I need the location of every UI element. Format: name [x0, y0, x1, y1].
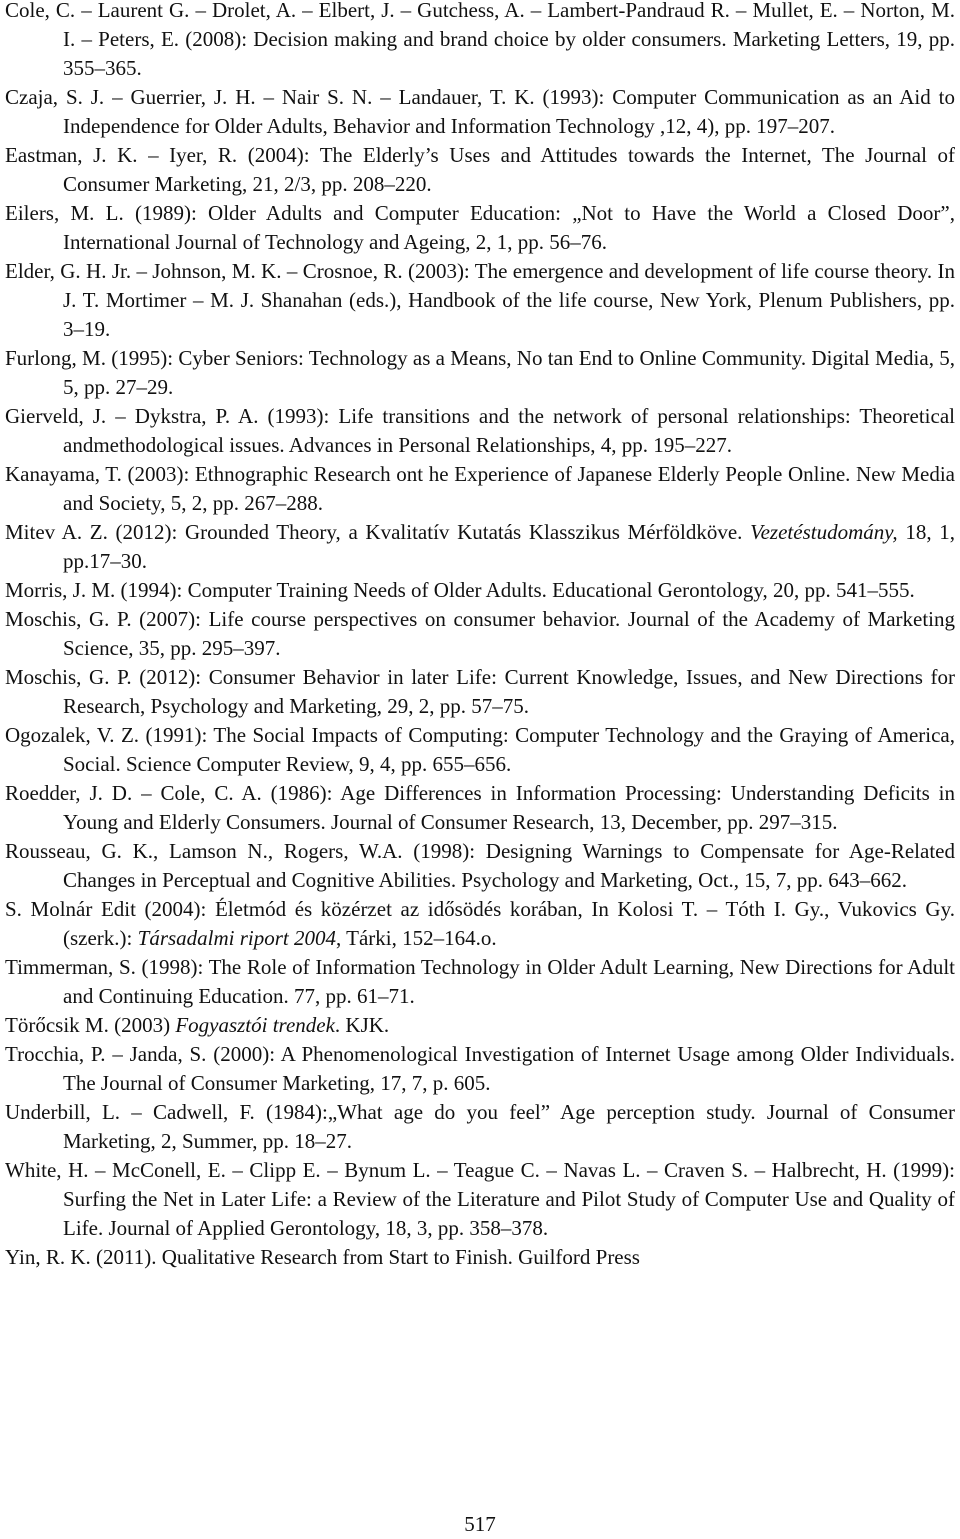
reference-entry: Czaja, S. J. – Guerrier, J. H. – Nair S. N. – Landauer, T. K. (1993): Computer Communication as an Aid to Independence for Older Adults, Behavior and Information Technology ,12, 4), pp. 197–207. [5, 85, 955, 138]
reference-text: , Tárki, 152–164.o. [336, 926, 497, 950]
reference-entry [5, 1011, 955, 1040]
reference-entry: Underbill, L. – Cadwell, F. (1984):„What age do you feel” Age perception study. Journal of Consumer Marketing, 2, Summer, pp. 18–27. [5, 1100, 955, 1153]
reference-book-title: Fogyasztói trendek [175, 1013, 335, 1037]
reference-entry: Ogozalek, V. Z. (1991): The Social Impacts of Computing: Computer Technology and the Graying of America, Social. Science Computer Review, 9, 4, pp. 655–656. [5, 723, 955, 776]
reference-entry: Trocchia, P. – Janda, S. (2000): A Phenomenological Investigation of Internet Usage among Older Individuals. The Journal of Consumer Marketing, 17, 7, p. 605. [5, 1042, 955, 1095]
reference-list [5, 0, 955, 1272]
reference-entry: White, H. – McConell, E. – Clipp E. – Bynum L. – Teague C. – Navas L. – Craven S. – Halbrecht, H. (1999): Surfing the Net in Later Life: a Review of the Literature and Pilot Study of Computer Use and Quality of Life. Journal of Applied Gerontology, 18, 3, pp. 358–378. [5, 1158, 955, 1240]
reference-entry: Morris, J. M. (1994): Computer Training Needs of Older Adults. Educational Gerontology, 20, pp. 541–555. [5, 578, 915, 602]
reference-entry: Timmerman, S. (1998): The Role of Information Technology in Older Adult Learning, New Directions for Adult and Continuing Education. 77, pp. 61–71. [5, 955, 955, 1008]
reference-book-title: Társadalmi riport 2004 [137, 926, 337, 950]
reference-text: . KJK. [334, 1013, 390, 1037]
reference-entry: Yin, R. K. (2011). Qualitative Research from Start to Finish. Guilford Press [5, 1245, 640, 1269]
reference-text: Törőcsik M. (2003) [5, 1013, 176, 1037]
reference-text: Mitev A. Z. (2012): Grounded Theory, a Kvalitatív Kutatás Klasszikus Mérföldköve. [5, 520, 751, 544]
reference-entry: Cole, C. – Laurent G. – Drolet, A. – Elbert, J. – Gutchess, A. – Lambert-Pandraud R. – Mullet, E. – Norton, M. I. – Peters, E. (2008): Decision making and brand choice by older consumers. Marketing Letters, 19, pp. 355–365. [5, 0, 955, 80]
reference-entry: Elder, G. H. Jr. – Johnson, M. K. – Crosnoe, R. (2003): The emergence and development of life course theory. In J. T. Mortimer – M. J. Shanahan (eds.), Handbook of the life course, New York, Plenum Publishers, pp. 3–19. [5, 259, 955, 341]
reference-entry [5, 518, 955, 576]
reference-entry: Roedder, J. D. – Cole, C. A. (1986): Age Differences in Information Processing: Understanding Deficits in Young and Elderly Consumers. Journal of Consumer Research, 13, December, pp. 297–315. [5, 781, 955, 834]
reference-text: 18, 1, pp.17–30. [63, 520, 956, 573]
page-number: 517 [464, 1512, 496, 1536]
reference-entry: Moschis, G. P. (2007): Life course perspectives on consumer behavior. Journal of the Academy of Marketing Science, 35, pp. 295–397. [5, 607, 955, 660]
reference-entry [5, 895, 955, 953]
reference-entry: Eastman, J. K. – Iyer, R. (2004): The Elderly’s Uses and Attitudes towards the Internet, The Journal of Consumer Marketing, 21, 2/3, pp. 208–220. [5, 143, 955, 196]
reference-entry: Furlong, M. (1995): Cyber Seniors: Technology as a Means, No tan End to Online Community. Digital Media, 5, 5, pp. 27–29. [5, 346, 955, 399]
reference-entry: Gierveld, J. – Dykstra, P. A. (1993): Life transitions and the network of personal relationships: Theoretical andmethodological issues. Advances in Personal Relationships, 4, pp. 195–227. [5, 404, 955, 457]
reference-journal-title: Vezetéstudomány, [750, 520, 898, 544]
reference-text: S. Molnár Edit (2004): Életmód és közérzet az idősödés korában, In Kolosi T. – Tóth I. Gy., Vukovics Gy. (szerk.): [5, 897, 955, 950]
reference-entry: Rousseau, G. K., Lamson N., Rogers, W.A. (1998): Designing Warnings to Compensate for Age-Related Changes in Perceptual and Cognitive Abilities. Psychology and Marketing, Oct., 15, 7, pp. 643–662. [5, 839, 955, 892]
reference-entry: Moschis, G. P. (2012): Consumer Behavior in later Life: Current Knowledge, Issues, and New Directions for Research, Psychology and Marketing, 29, 2, pp. 57–75. [5, 665, 955, 718]
reference-entry: Eilers, M. L. (1989): Older Adults and Computer Education: „Not to Have the World a Closed Door”, International Journal of Technology and Ageing, 2, 1, pp. 56–76. [5, 201, 955, 254]
reference-entry: Kanayama, T. (2003): Ethnographic Research ont he Experience of Japanese Elderly People Online. New Media and Society, 5, 2, pp. 267–288. [5, 462, 955, 515]
